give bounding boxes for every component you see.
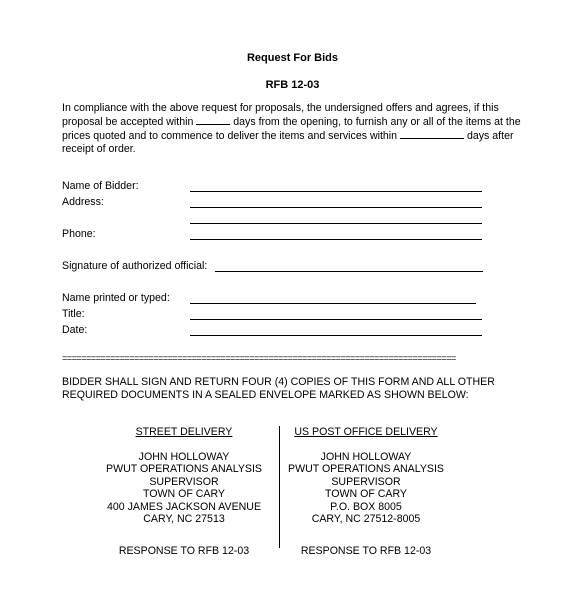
instructions-line-2: REQUIRED DOCUMENTS IN A SEALED ENVELOPE MARKED AS SHOWN BELOW:: [62, 389, 469, 401]
po-address-line: CARY, NC 27512-8005: [311, 513, 421, 525]
intro-line-2-start: proposal be accepted within: [62, 116, 194, 128]
po-address-line: TOWN OF CARY: [324, 488, 407, 500]
signature-label: Signature of authorized official:: [62, 260, 208, 272]
po-address-line: PWUT OPERATIONS ANALYSIS: [288, 463, 444, 475]
intro-line-3-start: prices quoted and to commence to deliver the items and services within: [62, 130, 398, 142]
street-address-line: CARY, NC 27513: [143, 513, 225, 525]
intro-line-3-end: days after: [466, 130, 514, 142]
separator-rule: ==================================================================================: [62, 354, 456, 364]
street-response-line: RESPONSE TO RFB 12-03: [118, 544, 250, 557]
days-accept-blank[interactable]: [196, 115, 230, 125]
post-office-delivery-heading: US POST OFFICE DELIVERY: [294, 426, 438, 438]
address-line-1[interactable]: [190, 207, 482, 208]
po-address-line: P.O. BOX 8005: [330, 500, 402, 513]
bidder-name-line[interactable]: [190, 191, 482, 192]
instructions-line-1: BIDDER SHALL SIGN AND RETURN FOUR (4) COPIES OF THIS FORM AND ALL OTHER: [62, 376, 495, 388]
intro-line-3: [62, 129, 532, 143]
street-address-line: PWUT OPERATIONS ANALYSIS: [106, 463, 262, 475]
po-address-line: SUPERVISOR: [331, 475, 401, 488]
post-office-delivery-block: [276, 426, 456, 557]
phone-label: Phone:: [62, 228, 96, 240]
po-response-line: RESPONSE TO RFB 12-03: [300, 544, 432, 557]
intro-line-2-end: days from the opening, to furnish any or all of the items at the: [233, 116, 521, 128]
signature-line[interactable]: [215, 271, 483, 272]
days-delivery-blank[interactable]: [400, 129, 464, 139]
intro-line-4: receipt of order.: [62, 143, 136, 155]
address-line-2[interactable]: [190, 223, 482, 224]
return-instructions: [62, 376, 522, 402]
title-line[interactable]: [190, 319, 482, 320]
name-printed-label: Name printed or typed:: [62, 292, 170, 304]
date-line[interactable]: [190, 335, 482, 336]
street-address-line: JOHN HOLLOWAY: [138, 450, 230, 463]
intro-line-1: In compliance with the above request for proposals, the undersigned offers and agrees, if this: [62, 102, 499, 114]
street-address-line: SUPERVISOR: [149, 475, 219, 488]
bidder-name-label: Name of Bidder:: [62, 180, 139, 192]
rfb-number: RFB 12-03: [265, 79, 320, 91]
date-label: Date:: [62, 324, 88, 336]
phone-line[interactable]: [190, 239, 482, 240]
name-printed-line[interactable]: [190, 303, 476, 304]
po-address-line: JOHN HOLLOWAY: [320, 450, 412, 463]
street-address-line: 400 JAMES JACKSON AVENUE: [106, 500, 262, 513]
title-label: Title:: [62, 308, 85, 320]
street-delivery-block: [94, 426, 274, 557]
document-title: Request For Bids: [246, 52, 339, 64]
street-delivery-heading: STREET DELIVERY: [135, 426, 233, 438]
address-label: Address:: [62, 196, 104, 208]
intro-line-2: [62, 115, 532, 129]
intro-paragraph: [62, 102, 532, 156]
street-address-line: TOWN OF CARY: [142, 488, 225, 500]
